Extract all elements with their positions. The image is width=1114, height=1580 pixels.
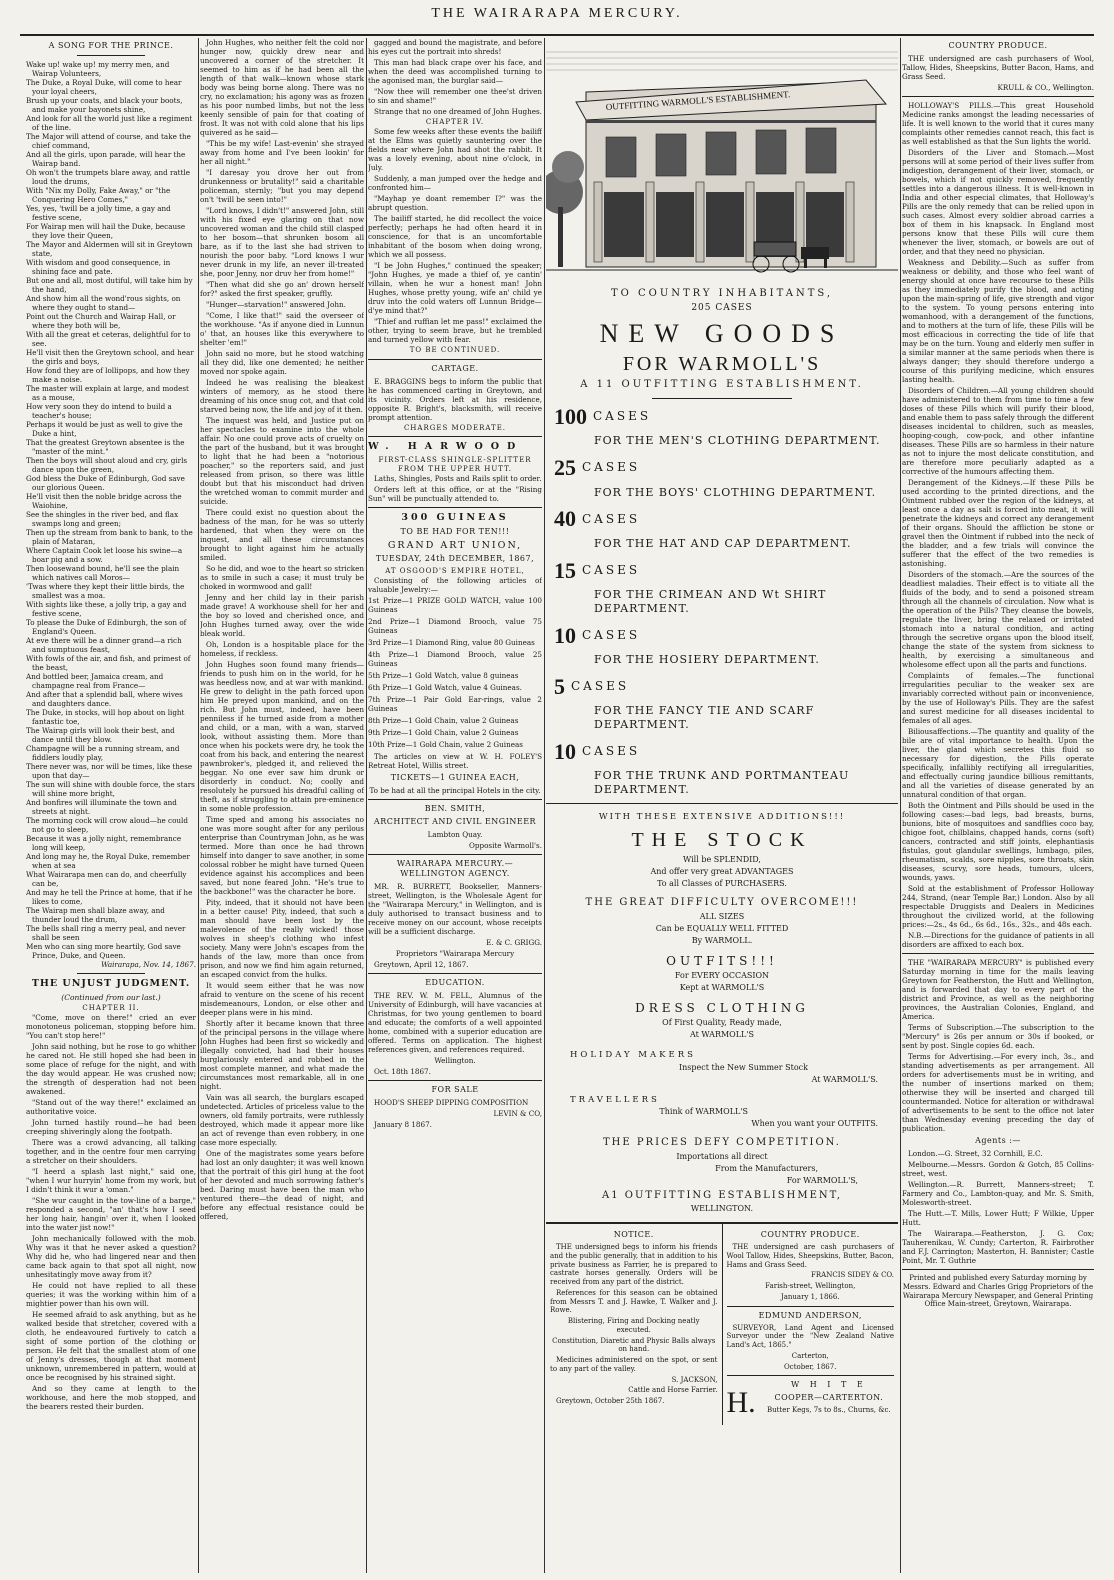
- prize-item: 4th Prize—1 Diamond Brooch, value 25 Guineas: [368, 650, 542, 669]
- song-line: He'll visit then the noble bridge across the Waiohine,: [26, 492, 182, 510]
- sale-heading: FOR SALE: [431, 1085, 479, 1095]
- case-number: 40: [554, 506, 576, 532]
- notice-constitution: Constitution, Diaretic and Physic Balls always on hand.: [552, 1336, 716, 1354]
- agent-item: Wellington.—R. Burrett, Manners-street; T. Farmery and Co., Lambton-quay, and Mr. S. Smith, Molesworth-street.: [902, 1180, 1094, 1207]
- story-text-continued: [200, 38, 364, 1221]
- song-line: The morning cock will crow aloud—he could not go to sleep,: [26, 816, 188, 834]
- harwood-line-2: Orders left at this office, or at the "Rising Sun" will be punctually attended to.: [368, 484, 542, 503]
- story-paragraph: He could not have replied to all these queries; it was the working within him of a mightier power than his own will.: [26, 1281, 196, 1308]
- ad-for-warmolls: FOR WARMOLL'S: [622, 353, 822, 376]
- cartage-heading: CARTAGE.: [431, 363, 479, 373]
- white-firm: COOPER—CARTERTON.: [774, 1393, 884, 1403]
- story-paragraph: "Thief and ruffian let me pass!" exclaimed the other, trying to seem brave, but he trembled and turned yellow with fear.: [368, 316, 542, 344]
- story-paragraph: Pity, indeed, that it should not have been in a better cause! Pity, indeed, that such a man should have been lost by the malevolence of the really wicked! those wolves in sheep's clothing who infest society. Many were John's escapes from the hands of the law, more than once from prison, and now we find him again returned, an escaped convict from the hulks.: [200, 898, 364, 979]
- case-department: FOR THE HOSIERY DEPARTMENT.: [594, 653, 820, 666]
- story-paragraph: John Hughes, who neither felt the cold nor hunger now, quickly drew near and uncovered a corner of the stretcher. It seemed to him as if he had been all the length of that walk—known whose stark body was being borne along. There was no cry, no exclamation; his agony was as frozen as his poor numbed limbs, but not the less keenly sensible of pain for that coating of frost. It was not with cold alone that his lips quivered as he said—: [200, 38, 364, 137]
- harwood-name: W. HARWOOD: [368, 441, 524, 453]
- holloway-pills-advert: [902, 101, 1094, 949]
- when-outfits: When you want your OUTFITS.: [751, 1119, 878, 1129]
- wellington: WELLINGTON.: [690, 1204, 754, 1214]
- smith-title: ARCHITECT AND CIVIL ENGINEER: [373, 817, 537, 827]
- story-paragraph: "Stand out of the way there!" exclaimed an authoritative voice.: [26, 1098, 196, 1116]
- case-word: CASES: [571, 679, 630, 693]
- song-line: The bells shall ring a merry peal, and never shall be seen: [26, 924, 186, 942]
- song-line: Perhaps it would be just as well to give the Duke a hint,: [26, 420, 183, 438]
- case-department: FOR THE MEN'S CLOTHING DEPARTMENT.: [594, 434, 881, 448]
- produce-signature-right: KRULL & CO., Wellington.: [997, 83, 1094, 92]
- notice-heading: NOTICE.: [613, 1230, 654, 1240]
- to-be-continued: TO BE CONTINUED.: [409, 345, 501, 354]
- case-word: CASES: [582, 562, 641, 577]
- notice-signature: S. JACKSON,: [671, 1375, 718, 1384]
- all-sizes: ALL SIZES: [699, 911, 745, 921]
- education-date: Oct. 18th 1867.: [374, 1067, 431, 1077]
- notice-text: THE undersigned begs to inform his friends and the public generally, that in addition to his private business as Farrier, he is prepared to castrate horses generally. Orders will be received from any part of the district.: [550, 1243, 718, 1287]
- advantages: And offer very great ADVANTAGES: [650, 867, 794, 877]
- inspect-stock: Inspect the New Summer Stock: [678, 1062, 808, 1072]
- notice-date: Greytown, October 25th 1867.: [556, 1397, 665, 1406]
- holloway-paragraph: Weakness and Debility.—Such as suffer from weakness or debility, and those who feel want of energy should at once have recourse to these Pills as they immediately purify the blood, and acting upon the main-spring of life, give strength and vigor to the system. To young persons entering into womanhood, with a derangement of the functions, and to mothers at the turn of life, these Pills will be most efficacious in correcting the tide of life that may be on the turn. Young and elderly men suffer in a similar manner at the same periods when there is always danger; they should therefore undergo a course of this purifying medicine, which ensures lasting health.: [902, 258, 1094, 384]
- education-heading: EDUCATION.: [425, 978, 485, 988]
- story-paragraph: John said nothing, but he rose to go whither he cared not. He still hoped she had been in some place of refuge for the night, and with the day would appear. He was crushed now; the strength of desperation had not been awakened.: [26, 1042, 196, 1096]
- at-warmolls-2: At WARMOLL'S.: [811, 1074, 878, 1084]
- art-union-view: The articles on view at W. H. FOLEY'S Retreat Hotel, Willis street.: [368, 752, 542, 771]
- produce-text-right: THE undersigned are cash purchasers of Wool, Tallow, Hides, Sheepskins, Butter Bacon, Hams, and Grass Seed.: [902, 54, 1094, 81]
- produce-signature: FRANCIS SIDEY & CO.: [811, 1271, 894, 1280]
- guineas-sub: TO BE HAD FOR TEN!!!: [400, 526, 510, 536]
- outfits: OUTFITS!!!: [666, 953, 778, 968]
- art-union-intro: Consisting of the following articles of valuable Jewelry:—: [368, 576, 542, 595]
- prices-section: [546, 1137, 898, 1162]
- agent-item: Melbourne.—Messrs. Gordon & Gotch, 85 Collins-street, west.: [902, 1160, 1094, 1178]
- bottom-adverts: [546, 1222, 898, 1425]
- from-manufacturers: From the Manufacturers,: [715, 1163, 818, 1173]
- produce-heading-right: COUNTRY PRODUCE.: [948, 41, 1048, 50]
- story-paragraph: John turned hastily round—he had been creeping shiveringly along the footpath.: [26, 1118, 196, 1136]
- importations: Importations all direct: [676, 1151, 768, 1161]
- song-line: Men who can sing more heartily, God save Prince, Duke, and Queen.: [26, 942, 181, 960]
- song-line: And after that a splendid ball, where wives and daughters dance.: [26, 690, 183, 708]
- mercury-terms-paragraph: Terms for Advertising.—For every inch, 3s., and standing advertisements as per arrangement. All orders for advertisements must be in writing, and the number of insertions marked on them; otherwise they will be inserted and charged till countermanded. Notice for alteration or withdrawal of advertisements to be sent to the office not later than Wednesday evening preceding the day of publication.: [902, 1052, 1094, 1133]
- story-continued: (Continued from our last.): [61, 992, 161, 1002]
- equally-fitted: Can be EQUALLY WELL FITTED: [655, 923, 789, 933]
- prize-item: 6th Prize—1 Gold Watch, value 4 Guineas.: [368, 683, 522, 693]
- ad-cases-count: 205 CASES: [691, 302, 753, 313]
- song-line: To please the Duke of Edinburgh, the son of England's Queen.: [26, 618, 187, 636]
- holloway-paragraph: Disorders of the Liver and Stomach.—Most persons will at some period of their lives suffer from indigestion, derangement of their liver, stomach, or bowels, which if not quickly removed, frequently settles into a dangerous illness. It is well-known in India and other especial climates, that Holloway's Pills are the only remedy that can be relied upon in such cases. Almost every soldier abroad carries a box of them in his knapsack. In England most persons know that these Pills will cure them whenever the liver, stomach, or bowels are out of order, and that they need no physician.: [902, 148, 1094, 256]
- prize-list: [368, 596, 542, 749]
- holloway-paragraph: Disorders of the stomach.—Are the sources of the deadliest maladies. Their effect is to vitiate all the fluids of the body, and to send a poisoned stream through all the channels of circulation. Now what is the operation of the Pills? They cleanse the bowels, regulate the liver, bring the relaxed or irritated stomach into a natural condition, and acting through the secretive organs upon the blood itself, change the state of the system from sickness to health, by exercising a simultaneous and wholesome effect upon all the parts and functions.: [902, 570, 1094, 669]
- agency-proprietors: Proprietors "Wairarapa Mercury: [395, 949, 515, 959]
- song-line: And long may he, the Royal Duke, remember when at sea: [26, 852, 190, 870]
- story-paragraph: Indeed he was realising the bleakest winters of memory, as he stood there dreaming of his once snug cot, and that cold starved being now, the life and joy of it then.: [200, 378, 364, 414]
- at-warmolls: At WARMOLL'S: [689, 1029, 755, 1039]
- case-word: CASES: [582, 460, 641, 475]
- story-paragraph: John mechanically followed with the mob. Why was it that he never asked a question? Why did he, who had lingered near and then came back again to that spot all night, now unhesitatingly move away from it?: [26, 1234, 196, 1279]
- the-stock: THE STOCK: [631, 829, 813, 852]
- song-verse: [26, 60, 196, 960]
- story-paragraph: He seemed afraid to ask anything, but as he walked beside that stretcher, covered with a cloth, he endeavoured furtively to catch a sight of some portion of the clothing or person. He felt that the smallest atom of one of Jenny's dresses, though at that moment unknown, unremembered in pattern, would at once be recognised by his strained sight.: [26, 1310, 196, 1382]
- song-line: That the greatest Greytown absentee is the "master of the mint.": [26, 438, 185, 456]
- story-paragraph: "This be my wife! Last-evenin' she strayed away from home and I've been lookin' for her all night.": [200, 139, 364, 166]
- smith-name: BEN. SMITH,: [424, 804, 486, 814]
- case-department: FOR THE FANCY TIE AND SCARF DEPARTMENT.: [594, 704, 815, 731]
- case-word: CASES: [582, 511, 641, 526]
- story-paragraph: The inquest was held, and Justice put on her spectacles to examine into the whole affair. No one could prove acts of cruelty on the part of the husband, but it was brought to light that he had been a "notorious poacher," so the reporters said, and just released from prison, so there was little doubt but that his misconduct had driven the wretched woman to commit murder and suicide.: [200, 416, 364, 506]
- story-paragraph: "I be John Hughes," continued the speaker; "John Hughes, ye made a thief of, ye cantin' villain, when he wur a honest man! John Hughes, whose pretty young, wife an' child ye druv into the cold waters off Lunnun Bridge—d'ye mind that?": [368, 260, 542, 315]
- case-entry: [554, 454, 898, 499]
- mercury-terms-paragraph: THE "WAIRARAPA MERCURY" is published every Saturday morning in time for the mails leaving Greytown for Featherston, the Hutt and Wellington, and is forwarded that day to every part of the district and Province, as well as the neighboring provinces, the Australian Colonies, England, and America.: [902, 958, 1094, 1021]
- column-divider: [544, 38, 545, 1573]
- prices-defy: THE PRICES DEFY COMPETITION.: [603, 1137, 841, 1149]
- guineas-heading: 300 GUINEAS: [401, 511, 509, 523]
- prize-item: 2nd Prize—1 Diamond Brooch, value 75 Guineas: [368, 617, 542, 636]
- stock-section: [546, 812, 898, 1040]
- divider: [368, 973, 542, 974]
- story-paragraph: Strange that no one dreamed of John Hughes.: [374, 107, 542, 116]
- art-union-date: TUESDAY, 24th DECEMBER, 1867,: [375, 554, 535, 564]
- case-department: FOR THE HAT AND CAP DEPARTMENT.: [594, 536, 852, 550]
- white-advert: [726, 1380, 895, 1420]
- notice-blistering: Blistering, Firing and Docking neatly executed.: [567, 1317, 700, 1334]
- case-number: 100: [554, 403, 587, 429]
- case-word: CASES: [593, 409, 652, 423]
- chapter-four-text: [368, 127, 542, 344]
- song-line: Wake up! wake up! my merry men, and Wairap Volunteers,: [26, 60, 170, 78]
- tickets: TICKETS—1 GUINEA EACH,: [390, 773, 520, 783]
- case-number: 10: [554, 622, 576, 648]
- first-quality: Of First Quality, Ready made,: [662, 1017, 782, 1027]
- column-divider: [366, 38, 367, 1573]
- story-paragraph: "I heerd a splash last night," said one, "when I wur hurryin' home from my work, but I didn't think it wur a 'oman.": [26, 1167, 196, 1194]
- story-paragraph: Some few weeks after these events the bailiff at the Elms was quietly sauntering over the fields near where John had shot the rabbit. It was a lovely evening, about nine o'clock, in July.: [368, 126, 542, 172]
- notice-advert: [546, 1224, 722, 1425]
- song-line: Brush up your coats, and black your boots, and make your bayonets shine,: [26, 96, 183, 114]
- agent-item: The Hutt.—T. Mills, Lower Hutt; F Wilkie, Upper Hutt.: [902, 1209, 1094, 1227]
- song-signature: Wairarapa, Nov. 14, 1867.: [101, 960, 196, 969]
- kept-at: Kept at WARMOLL'S: [679, 982, 765, 992]
- holiday-makers: HOLIDAY MAKERS: [570, 1049, 696, 1060]
- agency-date: Greytown, April 12, 1867.: [374, 960, 469, 970]
- divider: [902, 1269, 1094, 1270]
- divider: [727, 1375, 895, 1376]
- education-text: THE REV. W. M. FELL, Alumnus of the University of Edinburgh, will have vacancies at Christmas, for two young gentlemen to board and educate; the comforts of a well appointed home, combined with a superior education are offered. Terms on application. The highest references given, and references required.: [368, 991, 542, 1055]
- divider: [368, 507, 542, 508]
- holloway-paragraph: Biliousaffections.—The quantity and quality of the bile are of vital importance to health. Upon the liver, the gland which secretes this fluid so necessary for digestion, the Pills operate specifically, infallibly rectifying all irregularities, and effectually curing jaundice billious remittants, and all the varieties of disease generated by an unnatural condition of that organ.: [902, 727, 1094, 799]
- song-line: There never was, nor will be times, like these upon that day—: [26, 762, 193, 780]
- story-paragraph: This man had black crape over his face, and when the deed was accomplished turning to the agonised man, the burglar said—: [368, 58, 542, 85]
- song-line: But one and all, most dutiful, will take him by the hand,: [26, 276, 193, 294]
- establishment-footer: [546, 1190, 898, 1215]
- song-line: Point out the Church and Wairap Hall, or where they both will be,: [26, 312, 176, 330]
- story-paragraph: There could exist no question about the badness of the man, for he was so utterly hardened, that when they were on the inquest, and all these circumstances brought to light against him he actually smiled.: [200, 508, 364, 562]
- smith-opposite: Opposite Warmoll's.: [468, 841, 542, 851]
- produce-address: Farish-street, Wellington,: [765, 1282, 856, 1291]
- column-5: [902, 38, 1094, 1311]
- story-paragraph: "She wur caught in the tow-line of a barge," responded a second, "an' that's how I seed her long hair, hangin' over it, when I looked into the water jist now!": [26, 1196, 196, 1232]
- story-paragraph: "Hunger—starvation!" answered John.: [206, 300, 346, 309]
- song-line: Oh won't the trumpets blare away, and rattle loud the drums,: [26, 168, 191, 186]
- case-word: CASES: [582, 627, 641, 642]
- prize-item: 3rd Prize—1 Diamond Ring, value 80 Guineas: [368, 638, 535, 648]
- white-initial: H.: [726, 1386, 756, 1420]
- holloway-paragraph: Complaints of females.—The functional irregularities peculiar to the weaker sex are invariably corrected without pain or inconvenience, by the use of Holloway's Pills. They are the safest and surest medicine for all diseases incidental to females of all ages.: [902, 671, 1094, 725]
- song-line: With wisdom and good consequence, in shining face and pate.: [26, 258, 171, 276]
- song-line: Because it was a jolly night, remembrance long will keep,: [26, 834, 182, 852]
- story-text-end: [368, 38, 542, 116]
- mercury-terms-paragraph: Terms of Subscription.—The subscription to the "Mercury" is 26s per annum or 30s if booked, or sent by post. Single copies 6d. each.: [902, 1023, 1094, 1050]
- shopfront-illustration: [546, 42, 898, 282]
- song-line: How very soon they do intend to build a teacher's house;: [26, 402, 172, 420]
- white-name: W H I T E: [790, 1380, 867, 1390]
- song-title: A SONG FOR THE PRINCE.: [48, 41, 174, 50]
- art-union-venue: AT OSGOOD'S EMPIRE HOTEL,: [385, 567, 525, 576]
- song-line: The Mayor and Aldermen will sit in Greytown state,: [26, 240, 193, 258]
- story-paragraph: So he did, and woe to the heart so stricken as to smile in such a case; it must truly be choked in wormwood and gall!: [200, 564, 364, 591]
- case-entry: [554, 738, 898, 797]
- story-chapter: CHAPTER II.: [82, 1004, 140, 1013]
- case-entry: [554, 505, 898, 550]
- song-line: And bonfires will illuminate the town and streets at night.: [26, 798, 177, 816]
- column-divider: [900, 38, 901, 1573]
- cartage-ad-text: E. BRAGGINS begs to inform the public that he has commenced carting in Greytown, and its vicinity. Orders left at his residence, opposite R. Bright's, blacksmith, will receive prompt attention.: [368, 376, 542, 422]
- case-department: FOR THE BOYS' CLOTHING DEPARTMENT.: [594, 485, 877, 499]
- prize-item: 10th Prize—1 Gold Chain, value 2 Guineas: [368, 740, 523, 750]
- produce-heading: COUNTRY PRODUCE.: [760, 1230, 860, 1240]
- smith-address: Lambton Quay.: [427, 830, 483, 840]
- case-department: FOR THE CRIMEAN AND Wt SHIRT DEPARTMENT.: [594, 588, 827, 615]
- story-paragraph: "Come, move on there!" cried an ever monotoneus policeman, stopping before him. "You can't stop here!": [26, 1013, 196, 1040]
- case-number: 15: [554, 557, 576, 583]
- agency-text: MR. R. BURRETT, Bookseller, Manners-street, Wellington, is the Wholesale Agent for the "Wairarapa Mercury," in Wellington, and is duly authorised to transact business and to receive money on our account, whose receipts will be a sufficient discharge.: [368, 882, 542, 937]
- song-line: With all the great et ceteras, delightful for to see.: [26, 330, 191, 348]
- anderson-heading: EDMUND ANDERSON,: [758, 1310, 862, 1320]
- song-line: 'Twas where they kept their little birds, the smallest was a moa.: [26, 582, 185, 600]
- story-paragraph: gagged and bound the magistrate, and before his eyes cut the portrait into shreds!: [368, 38, 542, 56]
- divider: [727, 1306, 895, 1307]
- story-paragraph: Shortly after it became known that three of the principal persons in the village where John Hughes had been first so wickedly and illegally convicted, had had their houses burglariously entered and robbed in the most complete manner, and what made the circumstances most remarkable, all in one night.: [200, 1019, 364, 1091]
- case-entry: [554, 673, 898, 732]
- education-place: Wellington.: [434, 1056, 476, 1066]
- agency-signature: E. & C. GRIGG.: [486, 938, 542, 948]
- divider: [902, 953, 1094, 954]
- ad-establishment: A 11 OUTFITTING ESTABLISHMENT.: [580, 379, 864, 391]
- divider: [368, 799, 542, 800]
- song-line: And show him all the wond'rous sights, on where they ought to stand—: [26, 294, 181, 312]
- divider: [368, 1080, 542, 1081]
- divider: [368, 854, 542, 855]
- song-line: And bottled beer, Jamaica cream, and champagne real from France—: [26, 672, 164, 690]
- sale-signature: LEVIN & CO,: [493, 1109, 542, 1119]
- case-number: 25: [554, 455, 576, 480]
- dress-clothing: DRESS CLOTHING: [635, 1000, 809, 1015]
- song-line: The Major will attend of course, and take the chief command,: [26, 132, 191, 150]
- song-line: Then the boys will shout aloud and cry, girls dance upon the green,: [26, 456, 188, 474]
- white-goods: Butter Kegs, 7s to 8s., Churns, &c.: [767, 1406, 891, 1415]
- song-line: Champagne will be a running stream, and fiddlers loudly play,: [26, 744, 180, 762]
- column-divider: [198, 38, 199, 1573]
- song-line: The Duke, a Royal Duke, will come to hear your loyal cheers,: [26, 78, 182, 96]
- song-line: What Wairarapa men can do, and cheerfully can be,: [26, 870, 187, 888]
- agents-list: [902, 1149, 1094, 1265]
- story-paragraph: It would seem either that he was now afraid to venture on the scene of his recent misdemeanours, London, or else other and deeper plans were in his mind.: [200, 981, 364, 1017]
- divider: [77, 55, 145, 56]
- travellers: TRAVELLERS: [570, 1094, 660, 1105]
- song-line: With "Nix my Dolly, Fake Away," or "the Conquering Hero Comes,": [26, 186, 171, 204]
- story-paragraph: Oh, London is a hospitable place for the homeless, if reckless.: [200, 640, 364, 658]
- produce-text: THE undersigned are cash purchasers of Wool Tallow, Hides, Sheepskins, Butter, Bacon, Hams and Grass Seed.: [726, 1243, 894, 1269]
- song-line: How fond they are of lollipops, and how they make a noise.: [26, 366, 190, 384]
- masthead-rule: [20, 34, 1094, 36]
- story-paragraph: "I daresay you drove her out from drunkenness or brutality!" said a charitable policeman, sternly; "but you may depend on't 'twill be seen into!": [200, 168, 364, 204]
- case-department: FOR THE TRUNK AND PORTMANTEAU DEPARTMENT.: [594, 769, 850, 796]
- prize-item: 1st Prize—1 PRIZE GOLD WATCH, value 100 Guineas: [368, 596, 542, 615]
- song-line: He'll visit then the Greytown school, and hear the girls and boys,: [26, 348, 194, 366]
- song-line: And all the girls, upon parade, will hear the Wairap band.: [26, 150, 186, 168]
- case-number: 5: [554, 673, 565, 699]
- prize-item: 9th Prize—1 Gold Chain, value 2 Guineas: [368, 728, 519, 738]
- song-line: And may he tell the Prince at home, that if he likes to come,: [26, 888, 193, 906]
- harwood-line-1: Laths, Shingles, Posts and Rails split to order.: [374, 473, 542, 483]
- divider: [77, 973, 145, 974]
- song-line: The Duke, in stocks, will hop about on light fantastic toe,: [26, 708, 185, 726]
- column-3: [368, 38, 542, 1131]
- every-occasion: For EVERY OCCASION: [674, 970, 770, 980]
- story-paragraph: "Lord knows, I didn't!" answered John, still with his fixed eye glaring on that now uncovered woman and the child still clasped to her bosom—that shrunken bosom all bare, as if to the last she had striven to nourish the poor baby. "Lord knows I wur never drunk in my life, an never ill-treated she, poor Jenny, nor druv her from home!": [200, 206, 364, 278]
- art-union-title: GRAND ART UNION,: [387, 539, 523, 551]
- holloway-paragraph: Disorders of Children.—All young children should have administered to them from time to time a few doses of these Pills which will purify their blood, and enable them to pass safely through the different diseases incidental to children, such as measles, hooping-cough, cow-pock, and other infantine diseases. These Pills are so harmless in their nature as not to injure the most delicate constitution, and are therefore more peculiarly adapted as a corrective of the humours affecting them.: [902, 386, 1094, 476]
- imprint: Printed and published every Saturday morning by Messrs. Edward and Charles Grigg Proprietors of the Wairarapa Mercury Newspaper, and General Printing Office Main-street, Greytown, Wairarapa.: [902, 1274, 1094, 1309]
- classes: To all Classes of PURCHASERS.: [657, 879, 787, 889]
- story-paragraph: And so they came at length to the workhouse, and here the mob stopped, and the bearers rested their burden.: [26, 1384, 196, 1411]
- cases-list: [546, 403, 898, 797]
- song-line: Yes, yes, 'twill be a jolly time, a gay and festive scene,: [26, 204, 171, 222]
- story-paragraph: There was a crowd advancing, all talking together, and in the centre four men carrying a stretcher on their shoulders.: [26, 1138, 196, 1165]
- holloway-paragraph: N.B.—Directions for the guidance of patients in all disorders are affixed to each box.: [902, 931, 1094, 949]
- agents-heading: Agents :—: [975, 1136, 1021, 1145]
- anderson-place: Carterton,: [791, 1351, 829, 1360]
- song-line: The sun will shine with double force, the stars will shine more bright,: [26, 780, 195, 798]
- notice-references: References for this season can be obtained from Messrs T. and J. Hawke, T. Walker and J. Rowe.: [550, 1288, 718, 1315]
- column-4-warmolls-advert: [546, 38, 898, 1425]
- tickets-note: To be had at all the principal Hotels in the city.: [369, 786, 541, 796]
- harwood-subtitle: FIRST-CLASS SHINGLE-SPLITTER FROM THE UPPER HUTT.: [378, 456, 532, 473]
- song-line: And look for all the world just like a regiment of the line.: [26, 114, 193, 132]
- story-title: THE UNJUST JUDGMENT.: [31, 978, 191, 989]
- produce-and-survey-adverts: [722, 1224, 899, 1425]
- anderson-date: October, 1867.: [784, 1362, 837, 1371]
- holloway-paragraph: Both the Ointment and Pills should be used in the following cases:—bad legs, bad breasts, burns, bunions, bite of mosquitoes and sandflies coco bay, chigoe foot, chilblains, chapped hands, corns (soft) cancers, contracted and stiff joints, elephantiasis fistulas, gout glandular swellings, lumbago, piles, rheumatism, scalds, sore nipples, sore throats, skin diseases, scurvy, sore heads, tumours, ulcers, wounds, yaws.: [902, 801, 1094, 882]
- splendid: Will be SPLENDID,: [683, 855, 761, 865]
- story-paragraph: Jenny and her child lay in their parish made grave! A workhouse shell for her and the boy so loved and cherished once, and John Hughes turned away, over the wide bleak world.: [200, 593, 364, 638]
- for-warmolls: For WARMOLL'S,: [786, 1175, 858, 1185]
- prize-item: 7th Prize—1 Pair Gold Ear-rings, value 2 Guineas: [368, 695, 542, 714]
- notice-trade: Cattle and Horse Farrier.: [628, 1386, 718, 1395]
- story-paragraph: "Then what did she go an' drown herself for?" asked the first speaker, gruffly.: [200, 280, 364, 298]
- story-paragraph: Suddenly, a man jumped over the hedge and confronted him—: [368, 173, 542, 192]
- agent-item: The Wairarapa.—Featherston, J. G. Cox; Tauherenikau, W. Cundy; Carterton, R. Fairbrother and F.J. Carrington; Masterton, H. Bannister; Castle Point, Mr. T. Guthrie: [902, 1229, 1094, 1265]
- song-line: Where Captain Cook let loose his swine—a boar pig and a sow.: [26, 546, 183, 564]
- prize-item: 5th Prize—1 Gold Watch, value 8 guineas: [368, 671, 519, 681]
- a1-establishment: A1 OUTFITTING ESTABLISHMENT,: [601, 1189, 842, 1201]
- story-text: [26, 1013, 196, 1411]
- story-paragraph: Time sped and among his associates no one was more sought after for any perilous enterprise than Countryman John, as he was termed. More than once he had thrown himself into danger to save another, in some colossal robber he might have turned Queen evidence against his accomplices and been saved, but none feared John. "He's true to the backbone!" was the character he bore.: [200, 815, 364, 896]
- additions: WITH THESE EXTENSIVE ADDITIONS!!!: [598, 811, 846, 822]
- song-line: God bless the Duke of Edinburgh, God save our glorious Queen.: [26, 474, 185, 492]
- holloway-paragraph: Sold at the establishment of Professor Holloway 244, Strand, (near Temple Bar,) London. Also by all respectable Druggists and Dealers in Medicines throughout the civilized world, at the following prices:—2s., 4s 6d., 6s 6d., 16s., 32s., and 48s each.: [902, 884, 1094, 929]
- case-entry: [554, 622, 898, 667]
- story-paragraph: "Mayhap ye doant remember I?" was the abrupt question.: [368, 193, 542, 212]
- column-1: [26, 38, 196, 1413]
- column-2: [200, 38, 364, 1223]
- think-of-warmolls: Think of WARMOLL'S: [659, 1107, 748, 1117]
- divider: [902, 96, 1094, 97]
- anderson-text: SURVEYOR, Land Agent and Licensed Surveyor under the "New Zealand Native Land's Act, 1865.": [726, 1323, 894, 1350]
- warmolls-advert-text: [546, 288, 898, 399]
- case-number: 10: [554, 738, 576, 764]
- story-paragraph: Vain was all search, the burglars escaped undetected. Articles of priceless value to the owners, old family portraits, were ruthlessly destroyed, which made it appear more like an act of revenge than even robbery, in one case more especially.: [200, 1093, 364, 1147]
- story-paragraph: "Come, I like that!" said the overseer of the workhouse. "As if anyone died in Lunnun o' that, an houses like this everywhere to shelter 'em!": [200, 311, 364, 347]
- divider: [368, 436, 542, 437]
- difficulty: THE GREAT DIFFICULTY OVERCOME!!!: [585, 897, 859, 909]
- divider: [652, 398, 793, 399]
- story-paragraph: John Hughes soon found many friends—friends to push him on in the world, for he was heedless now, and at war with mankind. He grew to delight in the path forced upon him He preyed upon mankind, and on the rich. But John must, indeed, have been penniless if he turned aside from a mother and child, or a man, with a wan, starved look, without assisting them. More than once when his pockets were dry, he took the coat from his back, and entering the nearest pawnbroker's, pledged it, and relieved the beggar. No one ever saw him drunk or disorderly in conduct. No; coolly and resolutely he pursued his dreadful calling of theft, as if struggling to attain pre-eminence in some noble profession.: [200, 660, 364, 813]
- case-entry: [554, 403, 898, 448]
- cartage-charges: CHARGES MODERATE.: [403, 423, 507, 432]
- divider: [368, 359, 542, 360]
- story-paragraph: One of the magistrates some years before had lost an only daughter; it was well known that the portrait of this girl hung at the foot of her devoted and much sorrowing father's bed. Daring must have been the man who ventured there—the dead of night, and before any effectual resistance could be offered,: [200, 1149, 364, 1221]
- case-word: CASES: [582, 744, 641, 758]
- song-line: At eve there will be a dinner grand—a rich and sumptuous feast,: [26, 636, 182, 654]
- agency-heading: WAIRARAPA MERCURY.—WELLINGTON AGENCY.: [396, 859, 514, 879]
- song-line: The Wairap men shall blaze away, and thunder loud the drum,: [26, 906, 165, 924]
- story-paragraph: The bailiff started, he did recollect the voice perfectly; perhaps he had often heard it in conscience, for that is an uncomfortable inhabitant of the bosom when doing wrong, which we all possess.: [368, 213, 542, 259]
- song-line: With sights like these, a jolly trip, a gay and festive scene,: [26, 600, 187, 618]
- song-line: See the shingles in the river bed, and flax swamps long and green;: [26, 510, 179, 528]
- story-paragraph: John said no more, but he stood watching all they did, like one demented; he neither moved nor spoke again.: [200, 349, 364, 376]
- produce-date: January 1, 1866.: [780, 1292, 840, 1301]
- prize-item: 8th Prize—1 Gold Chain, value 2 Guineas: [368, 716, 519, 726]
- by-warmoll: By WARMOLL.: [691, 935, 753, 945]
- song-line: For Wairap men will hail the Duke, because they love their Queen,: [26, 222, 186, 240]
- holloway-paragraph: HOLLOWAY'S PILLS.—This great Household Medicine ranks amongst the leading necessaries of life. It is well known to the world that it cures many complaints other remedies cannot reach, this fact is as well established as that the Sun lights the world.: [902, 101, 1094, 146]
- agent-item: London.—G. Street, 32 Cornhill, E.C.: [908, 1149, 1043, 1158]
- song-line: Then loosewand bound, he'll see the plain which natives call Moros—: [26, 564, 180, 582]
- song-line: The master will explain at large, and modest as a mouse,: [26, 384, 189, 402]
- ad-headline-inhabitants: TO COUNTRY INHABITANTS,: [610, 288, 834, 299]
- mercury-terms: [902, 958, 1094, 1133]
- newspaper-title: THE WAIRARAPA MERCURY.: [431, 6, 683, 21]
- chapter-four-heading: CHAPTER IV.: [425, 118, 485, 126]
- story-paragraph: "Now thee will remember one thee'st driven to sin and shame!": [368, 87, 542, 105]
- song-line: Then up the stream from bank to bank, to the plain of Mataran,: [26, 528, 193, 546]
- holloway-paragraph: Derangement of the Kidneys.—If these Pills be used according to the printed directions, and the Ointment rubbed over the region of the kidneys, at least once a day as salt is forced into meat, it will penetrate the kidneys and correct any derangement of their organs. Should the affliction be stone or gravel then the Ointment if rubbed into the neck of the bladder, and a few trials will convince the sufferer that the effect of the two remedies is astonishing.: [902, 478, 1094, 568]
- notice-medicines: Medicines administered on the spot, or sent to any part of the valley.: [550, 1356, 718, 1373]
- shop-sign-text: OUTFITTING WARMOLL'S ESTABLISHMENT.: [605, 89, 791, 112]
- song-line: With fowls of the air, and fish, and primest of the beast,: [26, 654, 191, 672]
- sale-text: HOOD'S SHEEP DIPPING COMPOSITION: [374, 1098, 529, 1108]
- shopfront-drawing: [546, 42, 898, 282]
- case-entry: [554, 557, 898, 616]
- song-line: The Wairap girls will look their best, and dance until they blow.: [26, 726, 175, 744]
- divider: [546, 803, 898, 804]
- ad-new-goods: NEW GOODS: [599, 318, 845, 348]
- sale-date: January 8 1867.: [374, 1120, 432, 1130]
